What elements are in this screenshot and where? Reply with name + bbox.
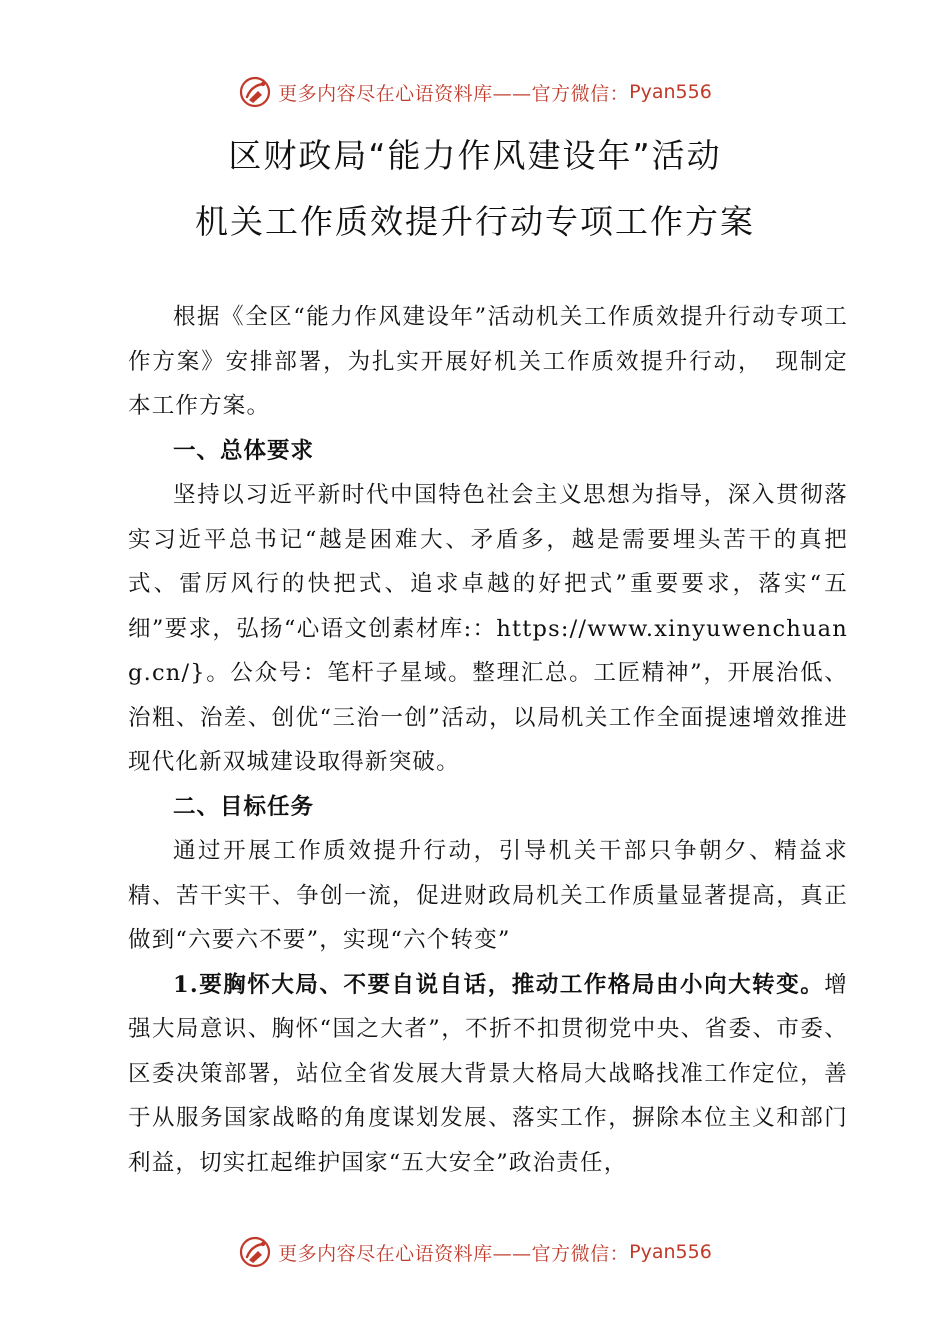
footer-watermark-contact: Pyan556 [629,1241,712,1263]
document-title-line1: 区财政局“能力作风建设年”活动 [228,136,722,175]
section2-heading: 二、目标任务 [173,793,315,820]
watermark-contact: Pyan556 [629,81,712,103]
item1-body: 增强大局意识、胸怀“国之大者”，不折不扣贯彻党中央、省委、市委、区委决策部署，站位全省发展大背景大格局大战略找准工作定位，善于从服务国家战略的角度谋划发展、落实工作，摒除本位主义和部门利益，切实扛起维护国家“五大安全”政治责任， [128,971,848,1176]
hand-stamp-icon [238,75,272,109]
document-body [128,295,848,1185]
section2-paragraph: 通过开展工作质效提升行动，引导机关干部只争朝夕、精益求精、苦干实干、争创一流，促进财政局机关工作质量显著提高，真正做到“六要六不要”，实现“六个转变” [128,838,848,953]
item1-lead: 1.要胸怀大局、不要自说自话，推动工作格局由小向大转变。 [173,971,825,998]
document-title-line2: 机关工作质效提升行动专项工作方案 [195,202,755,241]
footer-watermark [0,1232,950,1272]
footer-watermark-text: 更多内容尽在心语资料库——官方微信： [278,1242,630,1265]
hand-stamp-icon [238,1235,272,1269]
section1-paragraph: 坚持以习近平新时代中国特色社会主义思想为指导，深入贯彻落实习近平总书记“越是困难大、矛盾多，越是需要埋头苦干的真把式、雷厉风行的快把式、追求卓越的好把式”重要要求，落实“五细”要求，弘扬“心语文创素材库:：https://www.xinyuwenchuang.cn/}。公众号：笔杆子星域。整理汇总。工匠精神”，开展治低、治粗、治差、创优“三治一创”活动，以局机关工作全面提速增效推进现代化新双城建设取得新突破。 [128,482,848,775]
watermark-text: 更多内容尽在心语资料库——官方微信： [278,82,630,105]
intro-paragraph: 根据《全区“能力作风建设年”活动机关工作质效提升行动专项工作方案》安排部署，为扎实开展好机关工作质效提升行动， 现制定本工作方案。 [128,304,848,419]
item1-paragraph [128,963,848,1186]
header-watermark [0,72,950,112]
section1-heading: 一、总体要求 [173,437,315,464]
